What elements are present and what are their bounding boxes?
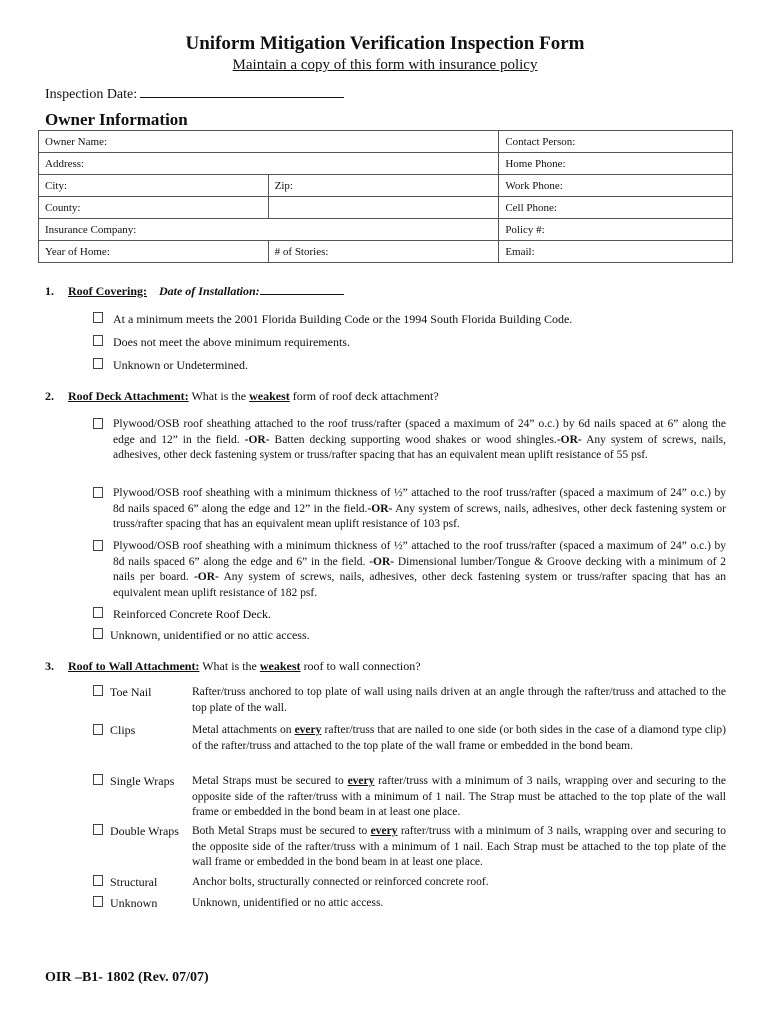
county-blank-cell[interactable] — [268, 197, 499, 219]
every-emphasis: every — [294, 724, 322, 736]
roof-covering-option-1-checkbox[interactable] — [93, 312, 103, 323]
form-id-footer: OIR –B1- 1802 (Rev. 07/07) — [45, 970, 209, 985]
roof-covering-option-3: Unknown or Undetermined. — [113, 358, 248, 372]
roof-covering-option-2: Does not meet the above minimum requirements. — [113, 335, 350, 349]
form-subtitle: Maintain a copy of this form with insurance policy — [232, 57, 538, 73]
roof-deck-option-b-checkbox[interactable] — [93, 487, 103, 498]
section-2-heading — [68, 389, 439, 404]
date-of-installation-line[interactable] — [260, 284, 344, 295]
structural-checkbox[interactable] — [93, 875, 103, 886]
zip-field[interactable]: Zip: — [268, 175, 499, 197]
section-3-heading — [68, 659, 421, 674]
option-text: rafter/truss with a minimum of 3 nails, wrapping over and securing to the opposite side of the rafter/truss with a minimum of 1 nail. Each Strap must be attached to the top plate of the wall frame or embedded in the bond beam in at least one place. — [192, 825, 727, 868]
cell-phone-field[interactable]: Cell Phone: — [499, 197, 733, 219]
question-text: form of roof deck attachment? — [292, 389, 439, 403]
option-text: Batten decking supporting wood shakes or wood shingles. — [274, 433, 557, 446]
roof-covering-option-2-checkbox[interactable] — [93, 335, 103, 346]
owner-information-heading: Owner Information — [45, 110, 188, 129]
single-wraps-label: Single Wraps — [110, 774, 175, 788]
work-phone-field[interactable]: Work Phone: — [499, 175, 733, 197]
table-row — [39, 131, 733, 153]
table-row — [39, 197, 733, 219]
every-emphasis: every — [370, 825, 398, 837]
unknown-description: Unknown, unidentified or no attic access. — [192, 897, 384, 909]
or-separator: -OR- — [556, 433, 582, 446]
option-text: Any system of screws, nails, adhesives, other deck fastening system or truss/rafter spacing that has an equivalent mean uplift resistance of 182 psf. — [113, 571, 727, 599]
section-2-number: 2. — [45, 389, 54, 403]
roof-deck-option-a-checkbox[interactable] — [93, 418, 103, 429]
roof-deck-option-b — [113, 486, 726, 533]
option-text: Plywood/OSB roof sheathing attached to the roof truss/rafter (spaced a maximum of 24” o.c.) by 6d nails spaced at 6” along the edge and 12” in the field. — [113, 418, 726, 446]
roof-deck-option-a — [113, 417, 726, 464]
roof-covering-option-3-checkbox[interactable] — [93, 358, 103, 369]
or-separator: -OR- — [193, 571, 219, 583]
roof-to-wall-title: Roof to Wall Attachment: — [68, 659, 200, 673]
contact-person-field[interactable]: Contact Person: — [499, 131, 733, 153]
question-text: What is the — [191, 389, 247, 403]
inspection-date-field[interactable] — [45, 85, 344, 103]
option-text: Metal Straps must be secured to — [192, 775, 344, 787]
table-row — [39, 175, 733, 197]
weakest-emphasis: weakest — [249, 389, 290, 403]
double-wraps-description — [192, 824, 726, 871]
option-text: Both Metal Straps must be secured to — [192, 825, 368, 837]
question-text: What is the — [202, 659, 257, 673]
unknown-checkbox[interactable] — [93, 896, 103, 907]
roof-deck-option-c — [113, 539, 726, 601]
date-of-installation-label: Date of Installation: — [158, 284, 260, 298]
table-row — [39, 241, 733, 263]
double-wraps-checkbox[interactable] — [93, 824, 103, 835]
toe-nail-description: Rafter/truss anchored to top plate of wall using nails driven at an angle through the rafter/truss and attached to the top plate of the wall. — [192, 686, 726, 714]
option-text: Any system of screws, nails, adhesives, other deck fastening system or truss/rafter spacing that has an equivalent mean uplift resistance of 55 psf. — [113, 433, 727, 461]
form-title: Uniform Mitigation Verification Inspection Form — [185, 33, 585, 54]
structural-description: Anchor bolts, structurally connected or reinforced concrete roof. — [192, 876, 489, 888]
home-phone-field[interactable]: Home Phone: — [499, 153, 733, 175]
option-text: Plywood/OSB roof sheathing with a minimum thickness of ½” attached to the roof truss/rafter (spaced a maximum of 24” o.c.) by 8d nails spaced 6” along the edge and 12” in the field. — [113, 487, 726, 515]
roof-covering-option-1: At a minimum meets the 2001 Florida Building Code or the 1994 South Florida Building Code. — [113, 312, 573, 326]
stories-field[interactable]: # of Stories: — [268, 241, 499, 263]
option-text: Metal attachments on — [192, 724, 292, 736]
option-text: rafter/truss that are nailed to one side (or both sides in the case of a diamond type clip) of the rafter/truss and attached to the top plate of the wall frame or embedded in the bond beam. — [192, 724, 727, 752]
weakest-emphasis: weakest — [259, 659, 301, 673]
county-field[interactable]: County: — [39, 197, 269, 219]
single-wraps-checkbox[interactable] — [93, 774, 103, 785]
roof-covering-title: Roof Covering: — [68, 284, 147, 298]
structural-label: Structural — [110, 875, 158, 889]
section-3-number: 3. — [45, 659, 54, 673]
section-1-number: 1. — [45, 284, 54, 298]
email-field[interactable]: Email: — [499, 241, 733, 263]
table-row — [39, 153, 733, 175]
double-wraps-label: Double Wraps — [110, 824, 179, 838]
clips-checkbox[interactable] — [93, 724, 103, 735]
toe-nail-label: Toe Nail — [110, 685, 152, 699]
toe-nail-checkbox[interactable] — [93, 685, 103, 696]
roof-deck-option-c-checkbox[interactable] — [93, 540, 103, 551]
option-text: rafter/truss with a minimum of 3 nails, wrapping over and securing to the opposite side of the rafter/truss with a minimum of 1 nail. The Strap must be attached to the top plate of the wall frame or embedded in the bond beam in at least one place. — [192, 775, 727, 818]
or-separator: -OR- — [244, 433, 270, 446]
or-separator: -OR- — [367, 502, 393, 515]
owner-information-table — [38, 130, 733, 263]
section-1-heading — [68, 284, 344, 299]
policy-number-field[interactable]: Policy #: — [499, 219, 733, 241]
question-text: roof to wall connection? — [303, 659, 421, 673]
or-separator: -OR- — [369, 555, 395, 568]
inspection-date-line[interactable] — [140, 85, 344, 98]
city-field[interactable]: City: — [39, 175, 269, 197]
roof-deck-option-e-checkbox[interactable] — [93, 628, 103, 639]
table-row — [39, 219, 733, 241]
unknown-label: Unknown — [110, 896, 158, 910]
roof-deck-option-e: Unknown, unidentified or no attic access. — [110, 628, 310, 642]
address-field[interactable]: Address: — [39, 153, 499, 175]
clips-label: Clips — [110, 723, 136, 737]
every-emphasis: every — [347, 775, 375, 787]
single-wraps-description — [192, 774, 726, 821]
roof-deck-attachment-title: Roof Deck Attachment: — [68, 389, 189, 403]
clips-description — [192, 723, 726, 754]
option-text: Dimensional lumber/Tongue & Groove decking with a minimum of 2 nails per board. — [113, 555, 727, 583]
option-text: Plywood/OSB roof sheathing with a minimum thickness of ½” attached to the roof truss/rafter (spaced a maximum of 24” o.c.) by 8d nails spaced 6” along the edge and 6” in the field. — [113, 540, 726, 568]
owner-name-field[interactable]: Owner Name: — [39, 131, 499, 153]
roof-deck-option-d: Reinforced Concrete Roof Deck. — [113, 607, 271, 621]
inspection-date-label: Inspection Date: — [45, 87, 138, 102]
option-text: Any system of screws, nails, adhesives, other deck fastening system or truss/rafter spacing that has an equivalent mean uplift resistance of 103 psf. — [113, 502, 727, 530]
roof-deck-option-d-checkbox[interactable] — [93, 607, 103, 618]
year-of-home-field[interactable]: Year of Home: — [39, 241, 269, 263]
insurance-company-field[interactable]: Insurance Company: — [39, 219, 499, 241]
